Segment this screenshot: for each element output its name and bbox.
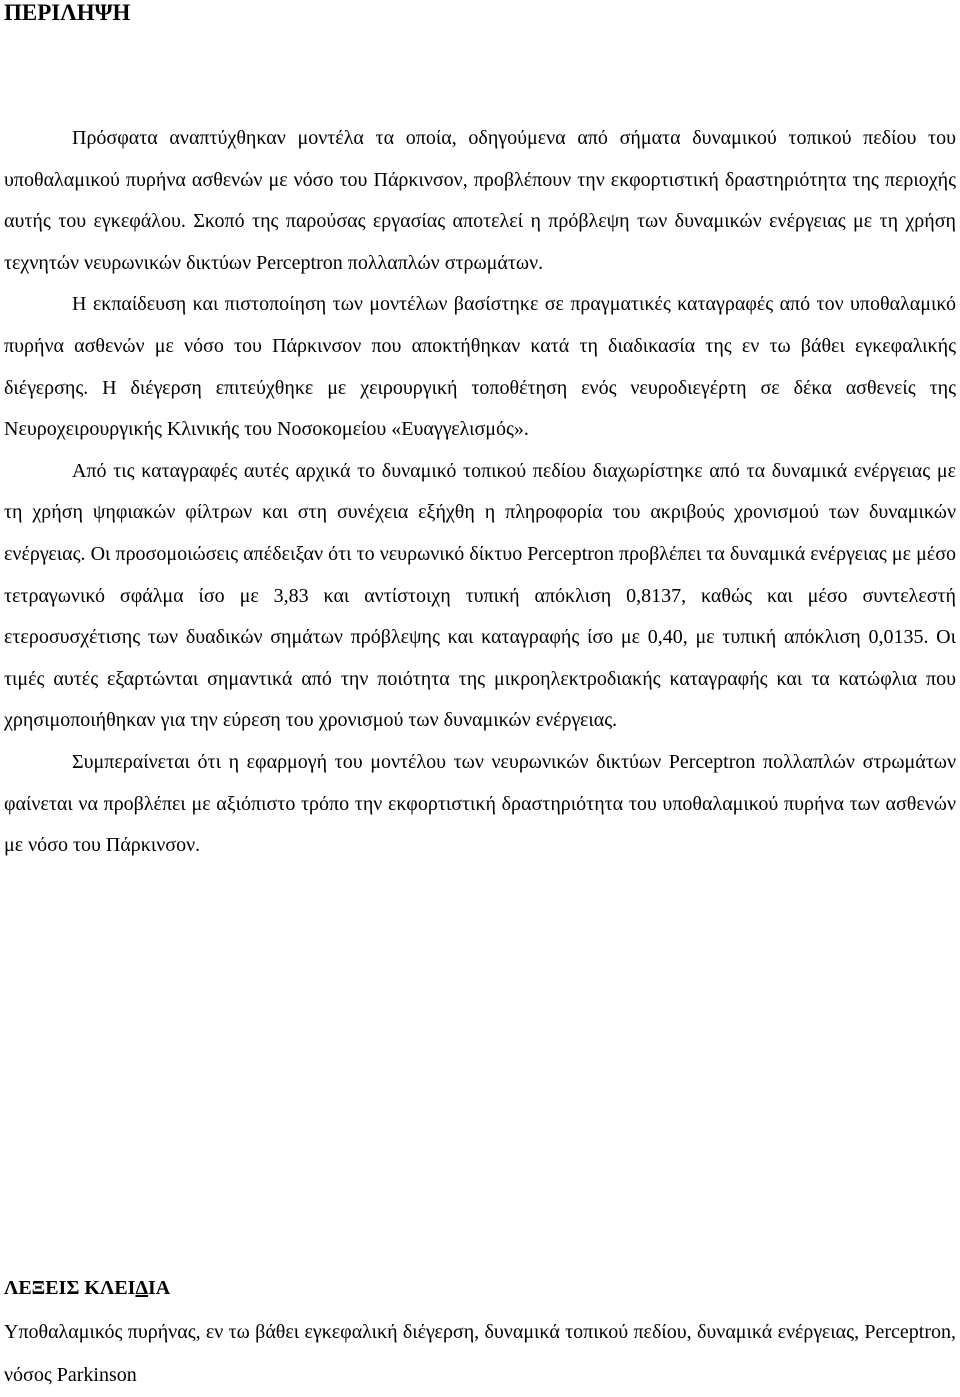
abstract-paragraph-4: Συμπεραίνεται ότι η εφαρμογή του μοντέλου των νευρωνικών δικτύων Perceptron πολλαπλών στρωμάτων φαίνεται να προβλέπει με αξιόπιστο τρόπο την εκφορτιστική δραστηριότητα του υποθαλαμικού πυρήνα των ασθενών με νόσο του Πάρκινσον.	[4, 750, 956, 857]
abstract-paragraph-1: Πρόσφατα αναπτύχθηκαν μοντέλα τα οποία, οδηγούμενα από σήματα δυναμικού τοπικού πεδίου του υποθαλαμικού πυρήνα ασθενών με νόσο του Πάρκινσον, προβλέπουν την εκφορτιστική δραστηριότητα της περιοχής αυτής του εγκεφάλου. Σκοπό της παρούσας εργασίας αποτελεί η πρόβλεψη των δυναμικών ενέργειας με τη χρήση τεχνητών νευρωνικών δικτύων Perceptron πολλαπλών στρωμάτων.	[4, 127, 956, 274]
page-title: ΠΕΡΙΛΗΨΗ	[4, 0, 131, 25]
abstract-body	[4, 118, 956, 867]
keywords-text: Υποθαλαμικός πυρήνας, εν τω βάθει εγκεφαλική διέγερση, δυναμικά τοπικού πεδίου, δυναμικά ενέργειας, Perceptron, νόσος Parkinson	[4, 1321, 956, 1386]
keywords-heading-part-1: ΛΕΞΕΙΣ ΚΛΕΙ	[4, 1277, 136, 1299]
keywords-heading	[4, 1274, 170, 1302]
keywords-heading-part-3: ΙΑ	[147, 1277, 171, 1299]
keywords-heading-part-2: Δ	[135, 1277, 148, 1299]
abstract-paragraph-2: Η εκπαίδευση και πιστοποίηση των μοντέλων βασίστηκε σε πραγματικές καταγραφές από τον υποθαλαμικό πυρήνα ασθενών με νόσο του Πάρκινσον που αποκτήθηκαν κατά τη διαδικασία της εν τω βάθει εγκεφαλικής διέγερσης. Η διέγερση επιτεύχθηκε με χειρουργική τοποθέτηση ενός νευροδιεγέρτη σε δέκα ασθενείς της Νευροχειρουργικής Κλινικής του Νοσοκομείου «Ευαγγελισμός».	[4, 293, 956, 441]
abstract-paragraph-3: Από τις καταγραφές αυτές αρχικά το δυναμικό τοπικού πεδίου διαχωρίστηκε από τα δυναμικά ενέργειας με τη χρήση ψηφιακών φίλτρων και στη συνέχεια εξήχθη η πληροφορία του ακριβούς χρονισμού των δυναμικών ενέργειας. Οι προσομοιώσεις απέδειξαν ότι το νευρωνικό δίκτυο Perceptron προβλέπει τα δυναμικά ενέργειας με μέσο τετραγωνικό σφάλμα ίσο με 3,83 και αντίστοιχη τυπική απόκλιση 0,8137, καθώς και μέσο συντελεστή ετεροσυσχέτισης των δυαδικών σημάτων πρόβλεψης και καταγραφής ίσο με 0,40, με τυπική απόκλιση 0,0135. Οι τιμές αυτές εξαρτώνται σημαντικά από την ποιότητα της μικροηλεκτροδιακής καταγραφής και τα κατώφλια που χρησιμοποιήθηκαν για την εύρεση του χρονισμού των δυναμικών ενέργειας.	[4, 459, 956, 732]
